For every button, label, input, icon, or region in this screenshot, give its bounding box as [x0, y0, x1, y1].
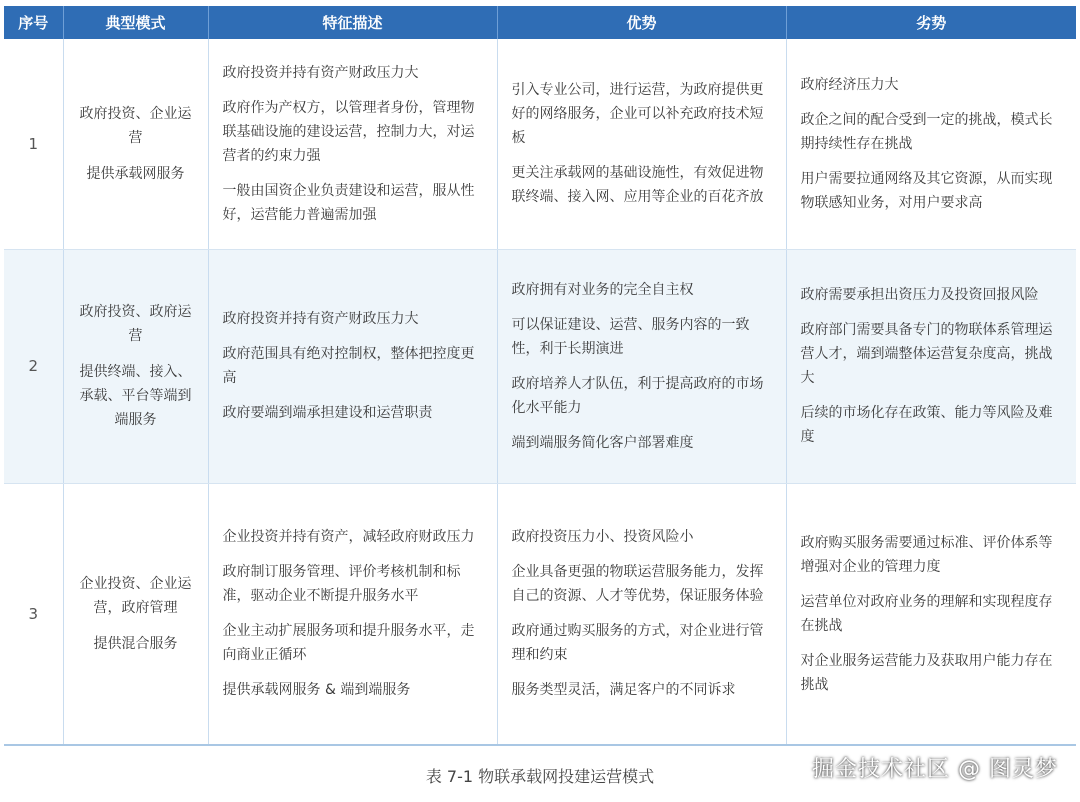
pros-cell	[497, 483, 786, 745]
header-cons: 劣势	[786, 6, 1076, 39]
con-item: 政府需要承担出资压力及投资回报风险	[800, 287, 1039, 303]
con-item: 后续的市场化存在政策、能力等风险及难度	[800, 405, 1053, 445]
feature-item: 政府范围具有绝对控制权，整体把控度更高	[222, 346, 475, 386]
pros-cell	[497, 249, 786, 483]
feature-item: 一般由国资企业负责建设和运营，服从性好，运营能力普遍需加强	[222, 182, 475, 223]
features-cell	[208, 483, 497, 745]
con-item: 运营单位对政府业务的理解和实现程度存在挑战	[800, 593, 1053, 634]
mode-cell	[63, 39, 208, 249]
pro-item: 政府培养人才队伍，利于提高政府的市场化水平能力	[511, 375, 764, 416]
pro-item: 可以保证建设、运营、服务内容的一致性，利于长期演进	[511, 316, 750, 357]
pros-cell	[497, 39, 786, 249]
con-item: 政府经济压力大	[800, 76, 899, 93]
pro-item: 引入专业公司，进行运营，为政府提供更好的网络服务，企业可以补充政府技术短板	[511, 82, 764, 147]
con-item: 用户需要拉通网络及其它资源，从而实现物联感知业务，对用户要求高	[800, 170, 1053, 211]
pro-item: 企业具备更强的物联运营服务能力，发挥自己的资源、人才等优势，保证服务体验	[511, 564, 764, 605]
table-row	[4, 483, 1076, 745]
feature-item: 政府作为产权方，以管理者身份，管理物联基础设施的建设运营，控制力大，对运营者的约束力强	[222, 99, 475, 164]
table-caption: 表 7-1 物联承载网投建运营模式	[425, 767, 655, 786]
mode-text: 政府投资、企业运营	[79, 105, 192, 146]
cons-cell	[786, 483, 1076, 745]
pro-item: 更关注承载网的基础设施性，有效促进物联终端、接入网、应用等企业的百花齐放	[511, 165, 764, 206]
pro-item: 政府通过购买服务的方式，对企业进行管理和约束	[511, 623, 764, 664]
feature-item: 政府投资并持有资产财政压力大	[222, 311, 419, 327]
row-index: 2	[4, 249, 63, 483]
con-item: 政府部门需要具备专门的物联体系管理运营人才，端到端整体运营复杂度高，挑战大	[800, 322, 1053, 386]
con-item: 政企之间的配合受到一定的挑战，模式长期持续性存在挑战	[800, 111, 1053, 152]
pro-item: 服务类型灵活，满足客户的不同诉求	[511, 682, 736, 699]
con-item: 政府购买服务需要通过标准、评价体系等增强对企业的管理力度	[800, 534, 1053, 575]
feature-item: 政府要端到端承担建设和运营职责	[222, 405, 433, 421]
table-container	[4, 6, 1076, 746]
table-row	[4, 249, 1076, 483]
feature-item: 提供承载网服务 & 端到端服务	[222, 682, 411, 699]
header-pros: 优势	[497, 6, 786, 39]
cons-cell	[786, 39, 1076, 249]
feature-item: 企业主动扩展服务项和提升服务水平，走向商业正循环	[222, 623, 475, 664]
mode-text: 企业投资、企业运营，政府管理	[79, 575, 192, 616]
watermark: 掘金技术社区 @ 图灵梦	[812, 757, 1058, 782]
con-item: 对企业服务运营能力及获取用户能力存在挑战	[800, 652, 1053, 693]
table-header-row	[4, 6, 1076, 39]
mode-service: 提供终端、接入、承载、平台等端到端服务	[79, 364, 192, 428]
mode-service: 提供混合服务	[93, 635, 178, 652]
header-mode: 典型模式	[63, 6, 208, 39]
mode-text: 政府投资、政府运营	[79, 304, 192, 344]
row-index: 3	[4, 483, 63, 745]
row-index: 1	[4, 39, 63, 249]
pro-item: 政府拥有对业务的完全自主权	[511, 281, 694, 298]
mode-service: 提供承载网服务	[86, 165, 185, 182]
pro-item: 政府投资压力小、投资风险小	[511, 529, 694, 546]
features-cell	[208, 249, 497, 483]
cons-cell	[786, 249, 1076, 483]
pro-item: 端到端服务简化客户部署难度	[511, 434, 694, 451]
header-index: 序号	[4, 6, 63, 39]
operation-mode-table	[4, 6, 1076, 746]
features-cell	[208, 39, 497, 249]
mode-cell	[63, 249, 208, 483]
mode-cell	[63, 483, 208, 745]
header-features: 特征描述	[208, 6, 497, 39]
feature-item: 企业投资并持有资产，减轻政府财政压力	[222, 529, 475, 546]
feature-item: 政府投资并持有资产财政压力大	[222, 64, 419, 81]
table-row	[4, 39, 1076, 249]
feature-item: 政府制订服务管理、评价考核机制和标准，驱动企业不断提升服务水平	[222, 564, 461, 605]
